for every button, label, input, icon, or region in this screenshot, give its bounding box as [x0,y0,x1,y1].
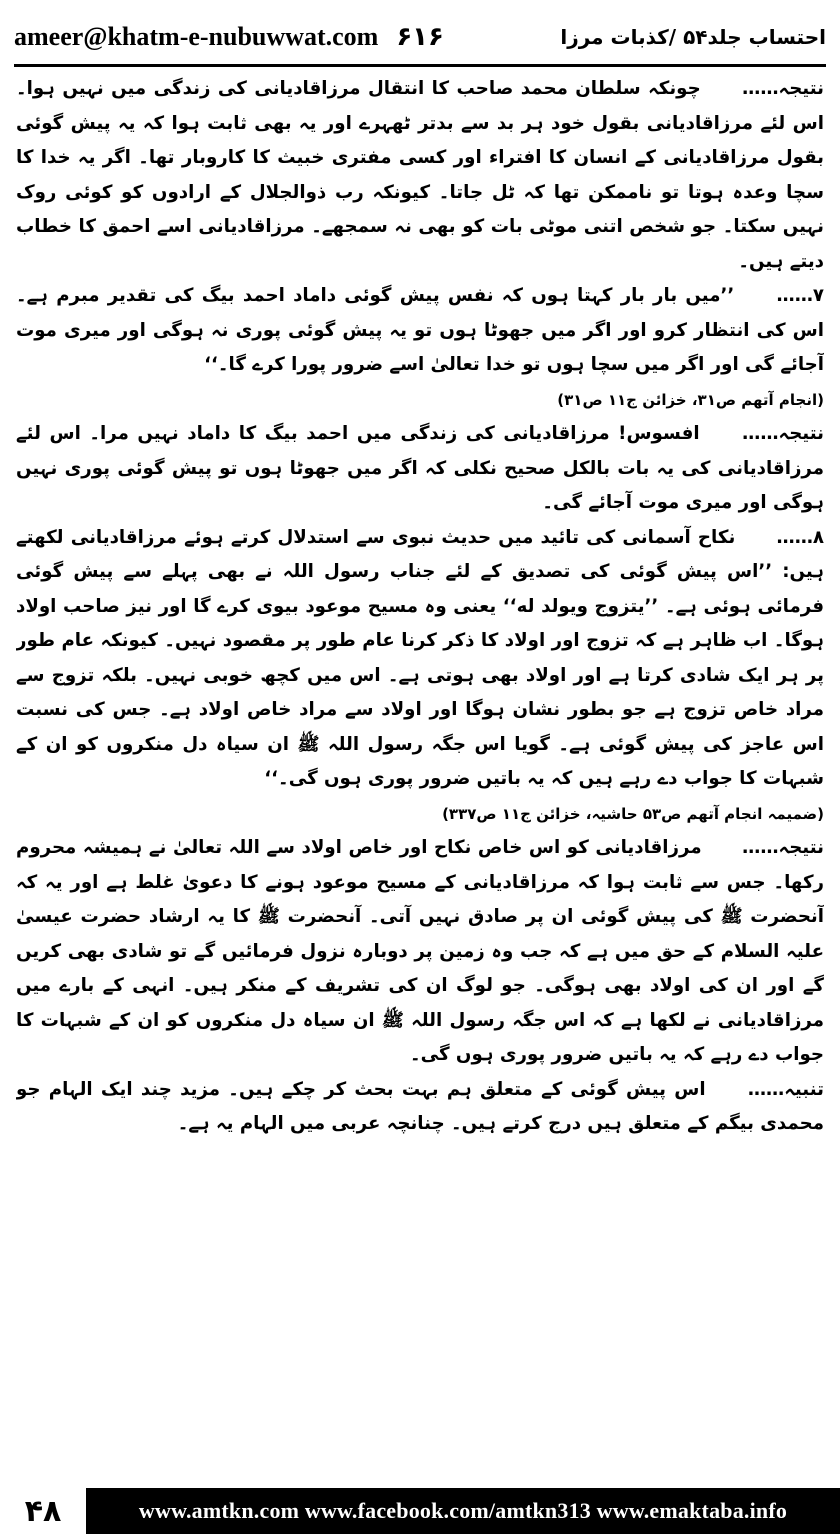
paragraph-label: ۸…… [776,526,824,548]
paragraph-warning [16,1073,824,1142]
paragraph-result-3 [16,831,824,1073]
page-body [16,72,824,1472]
header-email: ameer@khatm-e-nubuwwat.com [14,22,379,51]
reference-citation: (انجام آتھم ص۳۱، خزائن ج۱۱ ص۳۱) [557,390,824,409]
reference-citation: (ضمیمہ انجام آتھم ص۵۳ حاشیہ، خزائن ج۱۱ ص۳۳۷) [442,804,824,823]
paragraph-result-1 [16,72,824,279]
paragraph-item-8 [16,521,824,797]
paragraph-text: چونکہ سلطان محمد صاحب کا انتقال مرزاقادیانی کی زندگی میں نہیں ہوا۔ اس لئے مرزاقادیانی بقول خود ہر بد سے بدتر ٹھہرے اور یہ بھی ثابت ہوا کہ یہ پیش گوئی بقول مرزاقادیانی کے انسان کا افتراء اور کسی مفتری خبیث کا کاروبار تھا۔ اگر یہ خدا کا سچا وعدہ ہوتا تو ناممکن تھا کہ ٹل جاتا۔ کیونکہ رب ذوالجلال کے ارادوں کو کوئی روک نہیں سکتا۔ جو شخص اتنی موٹی بات کو بھی نہ سمجھے۔ مرزاقادیانی اسے احمق کا خطاب دیتے ہیں۔ [16,78,824,272]
paragraph-result-2 [16,417,824,521]
footer-links-bar: www.amtkn.com www.facebook.com/amtkn313 www.emaktaba.info [86,1488,840,1534]
paragraph-text: نکاح آسمانی کی تائید میں حدیث نبوی سے استدلال کرتے ہوئے مرزاقادیانی لکھتے ہیں: ’’اس پیش گوئی کی تصدیق کے لئے جناب رسول اللہ نے بھی پہلے سے پیش گوئی فرمائی ہوئی ہے۔ ’’یتزوج ویولد له‘‘ یعنی وہ مسیح موعود بیوی کرے گا اور نیز صاحب اولاد ہوگا۔ اب ظاہر ہے کہ تزوج اور اولاد کا ذکر کرنا عام طور پر مقصود نہیں۔ کیونکہ عام طور پر ہر ایک شادی کرتا ہے اور اولاد بھی ہوتی ہے۔ اس میں کچھ خوبی نہیں۔ بلکہ تزوج سے مراد خاص تزوج ہے جو بطور نشان ہوگا اور اولاد سے مراد خاص اولاد ہے۔ جس کی نسبت اس عاجز کی پیش گوئی ہے۔ گویا اس جگہ رسول اللہ ﷺ ان سیاہ دل منکروں کو ان کے شبہات کا جواب دے رہے ہیں کہ یہ باتیں ضرور پوری ہوں گی۔‘‘ [16,526,824,789]
paragraph-label: نتیجہ…… [742,78,824,99]
paragraph-item-7 [16,279,824,383]
page-footer [0,1488,840,1534]
footer-page-number: ۴۸ [24,1493,62,1529]
paragraph-label: نتیجہ…… [742,423,824,444]
paragraph-text: افسوس! مرزاقادیانی کی زندگی میں احمد بیگ کا داماد نہیں مرا۔ اس لئے مرزاقادیانی کی یہ بات بالکل صحیح نکلی کہ اگر میں جھوٹا ہوں تو پیش گوئی پوری نہیں ہوگی اور میری موت آجائے گی۔ [16,423,824,513]
paragraph-text: ’’میں بار بار کہتا ہوں کہ نفس پیش گوئی داماد احمد بیگ کی تقدیر مبرم ہے۔ اس کی انتظار کرو اور اگر میں جھوٹا ہوں تو یہ پیش گوئی پوری نہ ہوگی اور میری موت آجائے گی اور اگر میں سچا ہوں تو خدا تعالیٰ اسے ضرور پورا کرے گا۔‘‘ [16,285,824,375]
paragraph-label: ۷…… [776,285,824,306]
paragraph-label: نتیجہ…… [742,837,824,858]
paragraph-text: مرزاقادیانی کو اس خاص نکاح اور خاص اولاد سے اللہ تعالیٰ نے ہمیشہ محروم رکھا۔ جس سے ثابت ہوا کہ مرزاقادیانی کے مسیح موعود ہونے کا دعویٰ غلط ہے اور یہ کہ آنحضرت ﷺ کی پیش گوئی ان پر صادق نہیں آتی۔ آنحضرت ﷺ کا یہ ارشاد حضرت عیسیٰ علیہ السلام کے حق میں ہے کہ جب وہ زمین پر دوبارہ نزول فرمائیں گے تو شادی بھی کریں گے اور ان کی اولاد بھی ہوگی۔ جو لوگ ان کی تشریف کے منکر ہیں۔ انہی کے بارے میں مرزاقادیانی نے لکھا ہے کہ اس جگہ رسول اللہ ﷺ ان سیاہ دل منکروں کو ان کے شبہات کا جواب دے رہے کہ یہ باتیں ضرور پوری ہوں گی۔ [16,837,824,1065]
header-left-group [14,22,444,52]
paragraph-label: تنبیہ…… [747,1078,824,1100]
footer-page-badge [0,1488,86,1534]
reference-line [16,383,824,418]
page-header [14,14,826,60]
header-book-title: احتساب جلد۵۴ /کذبات مرزا [560,25,826,49]
header-page-number: ۶۱۶ [396,22,444,52]
paragraph-text: اس پیش گوئی کے متعلق ہم بہت بحث کر چکے ہیں۔ مزید چند ایک الہام جو محمدی بیگم کے متعلق ہیں درج کرتے ہیں۔ چنانچہ عربی میں الہام یہ ہے۔ [16,1078,824,1134]
reference-line [16,797,824,832]
header-divider [14,64,826,67]
